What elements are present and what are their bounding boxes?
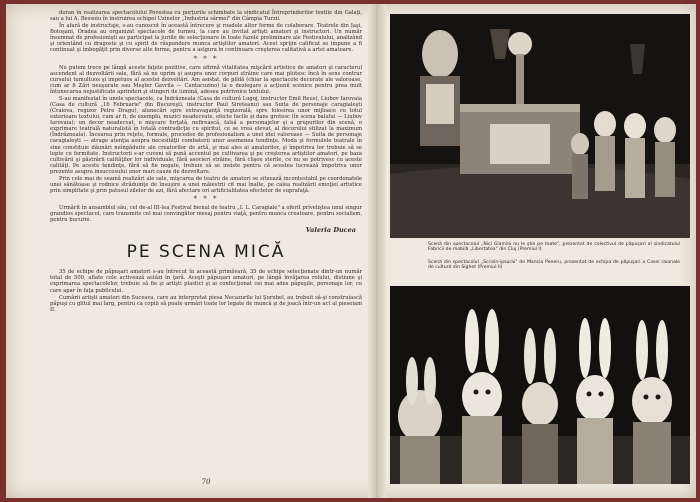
- paragraph: Urmărit în ansamblul său, cel de-al III-lea Festival bienal de teatru „I. L. Caragiale" a oferit priveliştea unui singur grandios spectacol, care transmite cel mai convingător mesaj pentru viaţă, pentru munca creatoare, pentru socialism, pentru bucurie.: [50, 205, 362, 224]
- book-spread: [6, 4, 696, 498]
- photo-caption: Scenă din spectacolul „Scrisîn-ipsurai" de Mancia Peneru, prezentat de echipa de păpuşari a Casei raionale de cultură din Sighet (Premiul II): [428, 260, 680, 271]
- right-page: [390, 4, 696, 498]
- paragraph: Prin cele mai de seamă realizări ale sale, mişcarea de teatru de amatori se situează incontestabil pe coordonatele unei sănătoase şi rodnice străduinţe de însuşire a unei măiestrii cit mai înalte, pe calea realizării emoţiei artistice prin simplitate şi prin patosul zilelor de azi, fără afectare ori artificialitatea efectelor de suprafaţă.: [50, 175, 362, 195]
- paragraph: Nu putem trece pe lângă aceste faţete pozitive, care afirmă vitalitatea mişcării artistice de amatori şi caracterul ascendent al dezvoltării sale, fără să ne oprim şi asupra unor corpuri străine care mai plutesc încă în sens contrar cursului tumultuos şi impetuos al acestei dezvoltări. Am asistat, de pildă (chiar la spectacole decorate ale valoroase, cum ar fi Zări neuşurate sau Meşter Gavrila — Cantacuzino) la o dezlegare a acţiunii scenice pentru prea mult întunecarea nejustificate aprinderi şi stingeri de lumină, adesea potrivnice textului.: [50, 64, 362, 95]
- photo-rabbit-puppets: [390, 286, 690, 484]
- paragraph: În afară de instructaje, s-au cunoscut în această întrecere şi roadele altor forme de colaborare. Teatrele din Iaşi, Botoşani, Oradea au organizat spectacole de turneu, la care au invitat artişti amatori şi instructori. Un număr însemnat de profesionişti au participat la juriile de selecţionare în toate fazele preliminare ale Festivalului, analizând şi orientând cu dragoste şi cu spirit de răspundere munca artiştilor amatori. Acest sprijin calificat se impune a fi continuat şi îmbogăţit prin diverse alte forme, pentru a asigura în continuare creşterea calitativă a artei amatoare.: [50, 23, 362, 54]
- book-gutter: [368, 4, 386, 498]
- separator: * * *: [193, 195, 219, 204]
- author-signature: Valeria Ducea: [305, 226, 356, 235]
- paragraph: 35 de echipe de păpuşari amatori s-au întrecut în această primăvară, 35 de echipe selecţionate dintr-un număr total de 500, aflate cele activează astăzi în ţară. Aceşti păpuşari amatori, pe lângă învăţarea rolului, distiune şi exprimarea spectacolelor, trebuie să fie şi artişti plastici şi ai confecţionat cei mai ades păpuşile, personaje lor, cu care apar în faţa publicului.: [50, 269, 362, 294]
- section-heading: PE SCENA MICĂ: [126, 242, 286, 263]
- left-page: [50, 10, 362, 490]
- photo-puppet-stage: [390, 14, 690, 238]
- page-number: 70: [201, 478, 211, 486]
- paragraph: S-au manifestat în unele spectacole, ca Îndrăzneala (Casa de cultură Lugoj, instructor Emil Reus), Liubov Iarovaia (Casa de cultură „16 Februarie" din Bucureşti, instructor Paul Sireteanu) sau Suita de personaje caragialeşti (Craiova, regizor Petre Dragu), alunecări spre extravaganţă regizorală, spre folosirea unor mijloace cu totul exterioare textului, cum ar fi, de exemplu, muzici neadecvate, efecte facile şi dans grotesc (în scena balului — Liubov Iarovaia); un decor neadecvat, o mişcare forţată, nefirească, falsă a personajelor şi a grupurilor din scenă, o exprimare teatrală naturalistă în totală contradicţie cu spiritul, ce se vrea elevat, al decorului stilizat la maximum (Îndrăzneala). Încearea prin reţete, formule, procedee de profesionalism a unei idei valoroase — Suita de personaje caragialeşti — atrage atenţia asupra necesităţii combaterii unor asemenea tendinţe. Moda şi formulele teatrale în sine constituie dăunări neîngăduite ale creatorilor de artă, şi mai ales ai amatorilor, şi împotriva lor trebuie să se lupte cu fermitate. Instructorii s-ar cuveni să pună accentul pe cultivarea şi pe creşterea artiştilor amatori, pe baza cultivării şi păstrării calităţilor lor individuale, fără asocieri străine, fără clişee sterile, ce nu se potrivesc cu aceste calităţi. Pe aceste tendinţe, fără să fie negate, trebuie să se insiste pentru că acestea lucrează împotriva unor prezente asupra insuccesului unor mari cauze de dezvoltare.: [50, 96, 362, 175]
- separator: * * *: [193, 54, 219, 63]
- paragraph: Cumării artişti amatori din Suceava, care au interpretat piesa Necazurile lui Şurubel, au trebuit să-şi construiască păpuşi cu glitul mai larg, pentru ca copiii să poate urmări toate lor legate de muncă şi de joacă într-un act al pieseiam II.: [50, 294, 362, 313]
- paragraph: doran în realizarea spectacolului Povestea cu porţurile schimbate la sindicatul Întreprinderilor textile din Galaţi, sau a lui A. Bessoiu în instruirea echipei Uzinelor „Industria sârmei" din Câmpia Turzii.: [50, 10, 362, 23]
- photo-caption: Scenă din spectacolul „Nici Giamila nu le ştie pe toate", prezentat de colectivul de păpuşari al sindicatului Fabricii de mobilă „Libertatea" din Cluj (Premiul I): [428, 242, 680, 253]
